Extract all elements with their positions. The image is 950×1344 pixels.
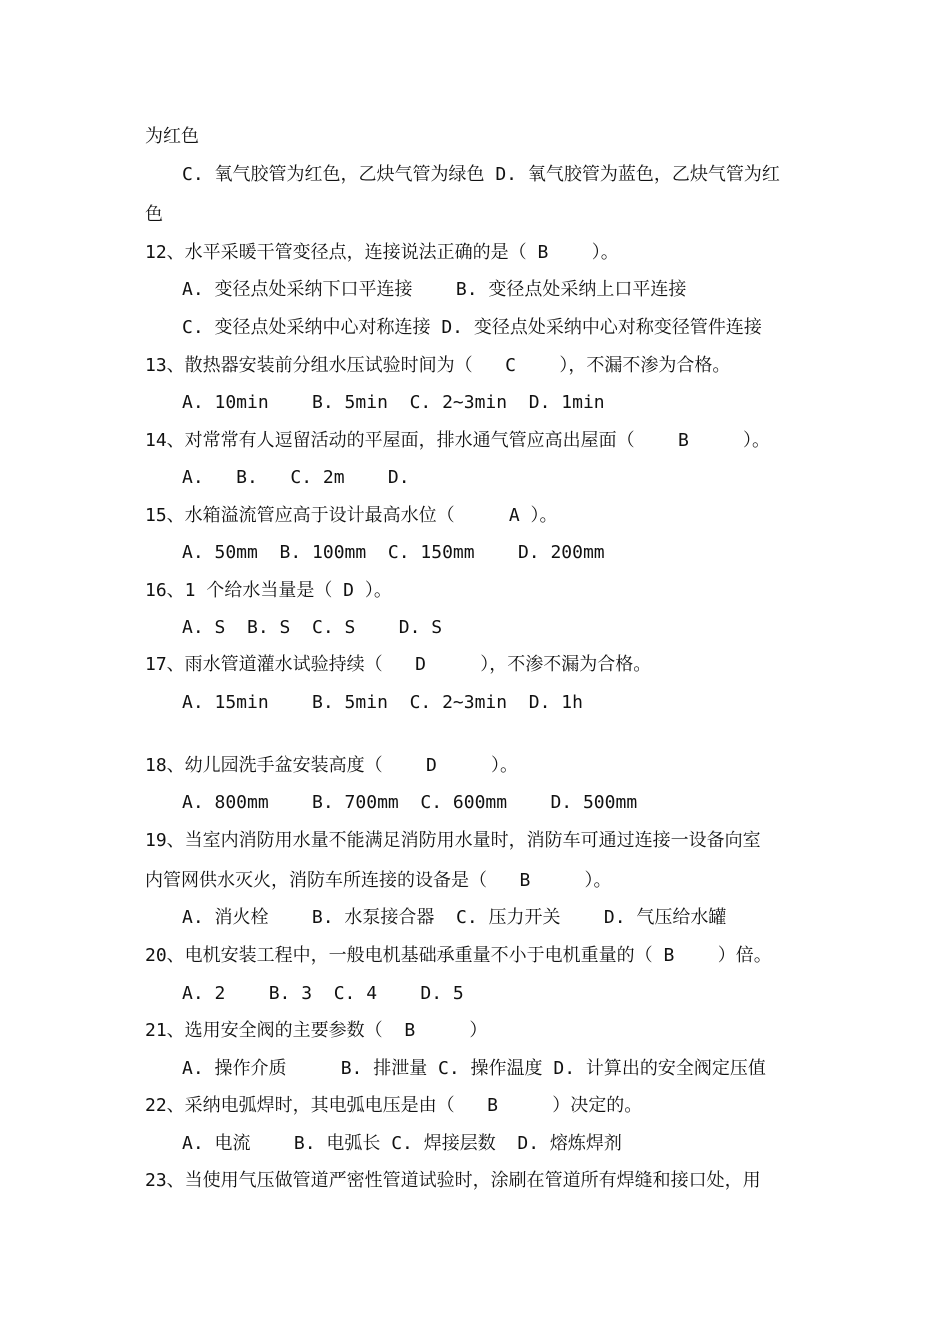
text-line: 为红色 [145,126,199,147]
question-line: 21、选用安全阀的主要参数（ B ） [145,1020,488,1041]
option-line: A. S B. S C. S D. S [182,617,443,638]
option-line: A. 10min B. 5min C. 2~3min D. 1min [182,392,605,413]
text-line: 内管网供水灭火，消防车所连接的设备是（ B ）。 [145,870,612,891]
option-line: C. 氧气胶管为红色，乙炔气管为绿色 D. 氧气胶管为蓝色，乙炔气管为红 [182,164,780,185]
question-line: 22、采纳电弧焊时，其电弧电压是由（ B ）决定的。 [145,1095,643,1116]
question-line: 18、幼儿园洗手盆安装高度（ D ）。 [145,755,519,776]
option-line: C. 变径点处采纳中心对称连接 D. 变径点处采纳中心对称变径管件连接 [182,317,762,338]
option-line: A. 操作介质 B. 排泄量 C. 操作温度 D. 计算出的安全阀定压值 [182,1058,766,1079]
option-line: A. 2 B. 3 C. 4 D. 5 [182,983,464,1004]
option-line: A. 50mm B. 100mm C. 150mm D. 200mm [182,542,605,563]
question-line: 23、当使用气压做管道严密性管道试验时，涂刷在管道所有焊缝和接口处，用 [145,1170,761,1191]
question-line: 16、1 个给水当量是（ D ）。 [145,580,392,601]
question-line: 15、水箱溢流管应高于设计最高水位（ A ）。 [145,505,558,526]
option-line: A. 800mm B. 700mm C. 600mm D. 500mm [182,792,638,813]
option-line: A. 15min B. 5min C. 2~3min D. 1h [182,692,583,713]
text-line: 色 [145,204,163,225]
option-line: A. 变径点处采纳下口平连接 B. 变径点处采纳上口平连接 [182,279,687,300]
question-line: 20、电机安装工程中，一般电机基础承重量不小于电机重量的（ B ）倍。 [145,945,772,966]
question-line: 12、水平采暖干管变径点，连接说法正确的是（ B ）。 [145,242,619,263]
option-line: A. 消火栓 B. 水泵接合器 C. 压力开关 D. 气压给水罐 [182,907,727,928]
question-line: 13、散热器安装前分组水压试验时间为（ C ），不漏不渗为合格。 [145,355,731,376]
question-line: 19、当室内消防用水量不能满足消防用水量时，消防车可通过连接一设备向室 [145,830,761,851]
option-line: A. 电流 B. 电弧长 C. 焊接层数 D. 熔炼焊剂 [182,1133,622,1154]
question-line: 17、雨水管道灌水试验持续（ D ），不渗不漏为合格。 [145,654,652,675]
question-line: 14、对常常有人逗留活动的平屋面，排水通气管应高出屋面（ B ）。 [145,430,771,451]
option-line: A. B. C. 2m D. [182,467,410,488]
